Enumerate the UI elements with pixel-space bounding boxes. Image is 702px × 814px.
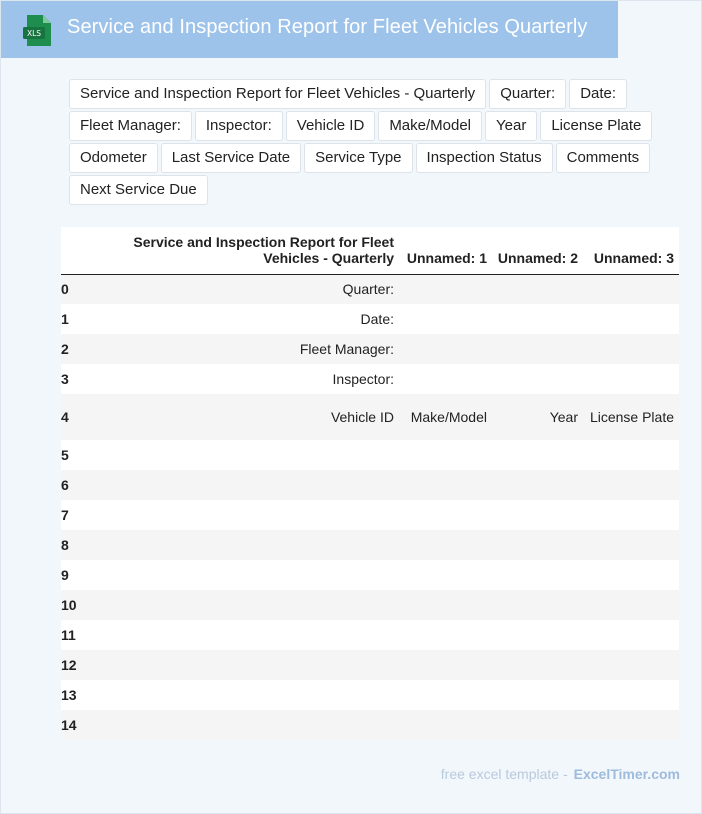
row-index: 11 <box>61 620 77 650</box>
footer-brand-link[interactable]: ExcelTimer.com <box>573 766 680 782</box>
table-cell <box>399 710 492 740</box>
row-index: 6 <box>61 470 77 500</box>
table-cell <box>399 440 492 470</box>
table-cell <box>492 274 583 304</box>
table-cell <box>77 710 399 740</box>
column-chip: Fleet Manager: <box>69 111 192 141</box>
column-chip-list <box>69 79 659 207</box>
table-cell <box>583 620 679 650</box>
table-cell <box>583 440 679 470</box>
row-index: 10 <box>61 590 77 620</box>
table-cell <box>492 710 583 740</box>
row-index: 0 <box>61 274 77 304</box>
table-row <box>61 590 679 620</box>
table-row <box>61 650 679 680</box>
table-cell <box>77 500 399 530</box>
table-cell <box>399 364 492 394</box>
table-cell: License Plate <box>583 394 679 440</box>
table-cell <box>492 470 583 500</box>
table-row <box>61 530 679 560</box>
table-cell <box>492 500 583 530</box>
column-chip: Inspection Status <box>416 143 553 173</box>
table-row <box>61 680 679 710</box>
table-cell <box>399 500 492 530</box>
table-cell <box>399 304 492 334</box>
table-cell <box>583 530 679 560</box>
table-cell <box>399 274 492 304</box>
table-cell: Quarter: <box>77 274 399 304</box>
excel-file-icon <box>23 15 51 46</box>
table-cell <box>399 620 492 650</box>
table-cell <box>399 680 492 710</box>
table-cell <box>583 710 679 740</box>
excel-icon-label: XLS <box>26 29 42 38</box>
footer-text: free excel template - <box>440 766 568 782</box>
table-cell: Vehicle ID <box>77 394 399 440</box>
column-chip: Service Type <box>304 143 412 173</box>
table-cell <box>583 680 679 710</box>
row-index: 1 <box>61 304 77 334</box>
row-index: 7 <box>61 500 77 530</box>
table-column-header: Unnamed: 2 <box>492 227 583 274</box>
table-row <box>61 620 679 650</box>
table-cell <box>77 530 399 560</box>
column-chip: Next Service Due <box>69 175 208 205</box>
row-index: 2 <box>61 334 77 364</box>
row-index: 14 <box>61 710 77 740</box>
table-cell <box>492 364 583 394</box>
table-cell <box>583 500 679 530</box>
column-chip: Odometer <box>69 143 158 173</box>
row-index: 9 <box>61 560 77 590</box>
column-chip: Quarter: <box>489 79 566 109</box>
table-row <box>61 440 679 470</box>
table-cell <box>77 560 399 590</box>
table-cell <box>492 590 583 620</box>
page-title: Service and Inspection Report for Fleet Vehicles Quarterly <box>67 16 588 38</box>
table-row <box>61 364 679 394</box>
table-cell <box>583 650 679 680</box>
table-cell: Fleet Manager: <box>77 334 399 364</box>
table-cell <box>399 470 492 500</box>
column-chip: Last Service Date <box>161 143 301 173</box>
table-cell <box>583 334 679 364</box>
table-cell <box>77 590 399 620</box>
table-cell: Make/Model <box>399 394 492 440</box>
column-chip: Year <box>485 111 537 141</box>
table-cell <box>583 364 679 394</box>
table-row <box>61 470 679 500</box>
column-chip: License Plate <box>540 111 652 141</box>
row-index: 3 <box>61 364 77 394</box>
table-column-header: Unnamed: 3 <box>583 227 679 274</box>
table-cell <box>399 560 492 590</box>
table-row <box>61 334 679 364</box>
header-banner <box>1 1 618 58</box>
table-body <box>61 274 679 740</box>
table-cell <box>77 680 399 710</box>
table-cell <box>583 590 679 620</box>
table-column-header <box>61 227 77 274</box>
data-table <box>61 227 679 740</box>
table-row <box>61 304 679 334</box>
table-cell <box>77 470 399 500</box>
table-cell <box>399 590 492 620</box>
column-chip: Make/Model <box>378 111 482 141</box>
row-index: 5 <box>61 440 77 470</box>
table-row <box>61 710 679 740</box>
table-cell <box>583 304 679 334</box>
table-cell <box>583 274 679 304</box>
table-row <box>61 274 679 304</box>
data-table-container <box>61 227 679 740</box>
table-cell <box>492 560 583 590</box>
table-cell <box>492 530 583 560</box>
footer-credit <box>441 766 680 782</box>
table-cell <box>583 560 679 590</box>
table-cell <box>77 650 399 680</box>
table-column-header: Unnamed: 1 <box>399 227 492 274</box>
table-header-row <box>61 227 679 274</box>
table-column-header: Service and Inspection Report for Fleet Vehicles - Quarterly <box>77 227 399 274</box>
table-row <box>61 500 679 530</box>
row-index: 13 <box>61 680 77 710</box>
table-cell <box>492 680 583 710</box>
table-cell <box>492 334 583 364</box>
table-cell: Year <box>492 394 583 440</box>
table-cell <box>399 650 492 680</box>
table-cell <box>492 620 583 650</box>
column-chip: Vehicle ID <box>286 111 376 141</box>
row-index: 4 <box>61 394 77 440</box>
table-row <box>61 560 679 590</box>
table-cell <box>492 440 583 470</box>
table-cell <box>492 650 583 680</box>
table-cell <box>399 334 492 364</box>
table-cell: Date: <box>77 304 399 334</box>
column-chip: Service and Inspection Report for Fleet Vehicles - Quarterly <box>69 79 486 109</box>
table-cell: Inspector: <box>77 364 399 394</box>
table-cell <box>583 470 679 500</box>
table-row <box>61 394 679 440</box>
table-cell <box>77 620 399 650</box>
table-cell <box>77 440 399 470</box>
column-chip: Comments <box>556 143 651 173</box>
column-chip: Inspector: <box>195 111 283 141</box>
table-cell <box>492 304 583 334</box>
column-chip: Date: <box>569 79 627 109</box>
table-cell <box>399 530 492 560</box>
row-index: 12 <box>61 650 77 680</box>
row-index: 8 <box>61 530 77 560</box>
